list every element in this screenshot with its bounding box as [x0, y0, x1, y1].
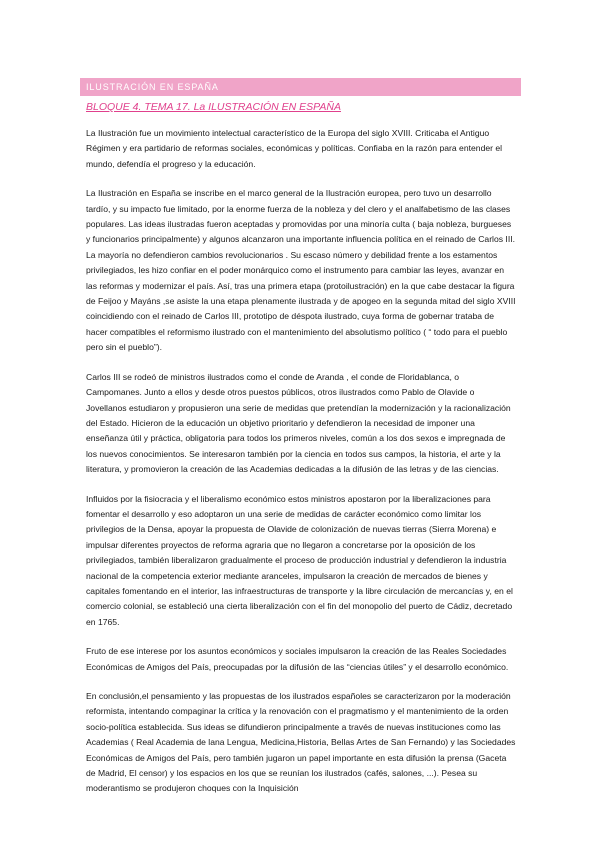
paragraph-conclusion: En conclusión,el pensamiento y las propuestas de los ilustrados españoles se caracterizaron por la moderación reformista, intentando compaginar la crítica y la renovación con el pragmatismo y el mantenimiento de la orden socio-política establecida. Sus ideas se difundieron principalmente a través de nuevas instituciones como las Academias ( Real Academia de lana Lengua, Medicina,Historia, Bellas Artes de San Fernando) y las Sociedades Económicas de Amigos del País, pero también jugaron un papel importante en esta difusión la prensa (Gaceta de Madrid, El censor) y los espacios en los que se reunían los ilustrados (cafés, salones, ...). Pesea su moderantismo se produjeron choques con la Inquisición	[86, 691, 516, 794]
paragraph-carlos-iii: Carlos III se rodeó de ministros ilustrados como el conde de Aranda , el conde de Floridablanca, o Campomanes. Junto a ellos y desde otros puestos públicos, otros ilustrados como Pablo de Olavide o Jovellanos estudiaron y propusieron una serie de medidas que pretendían la modernización y la racionalización del Estado. Hicieron de la educación un objetivo prioritario y defendieron la necesidad de imponer una enseñanza útil y práctica, obligatoria para todos los primeros niveles, común a los dos sexos e impregnada de los nuevos conocimientos. Se interesaron también por la ciencia en todos sus campos, la historia, el arte y la literatura, y promovieron la creación de las Academias dedicadas a la difusión de las letras y de las ciencias.	[86, 371, 511, 475]
document-body	[86, 126, 516, 811]
paragraph-ilustracion-espana: La Ilustración en España se inscribe en el marco general de la Ilustración europea, pero tuvo un desarrollo tardío, y su impacto fue limitado, por la enorme fuerza de la nobleza y del clero y el analfabetismo de las clases populares. Las ideas ilustradas fueron aceptadas y promovidas por una minoría culta ( baja nobleza, burgueses y funcionarios principalmente) y algunos alcanzaron una importante influencia política en el reinado de Carlos III. La mayoría no defendieron cambios revolucionarios . Su escaso número y debilidad frente a los estamentos privilegiados, les hizo confiar en el poder monárquico como el instrumento para cambiar las leyes, avanzar en las reformas y modernizar el país. Así, tras una primera etapa (protoilustración) en la que cabe destacar la figura de Feijoo y Mayáns ,se asiste la una etapa plenamente ilustrada y de apogeo en la segunda mitad del siglo XVIII coincidiendo con el reinado de Carlos III, prototipo de déspota ilustrado, cuya forma de gobernar trataba de hacer compatibles el reformismo ilustrado con el mantenimiento del absolutismo político ( “ todo para el pueblo pero sin el pueblo”).	[86, 188, 516, 353]
paragraph-sociedades-economicas: Fruto de ese interese por los asuntos económicos y sociales impulsaron la creación de las Reales Sociedades Económicas de Amigos del País, preocupadas por la difusión de las “ciencias útiles” y el desarrollo económico.	[86, 646, 509, 672]
document-subtitle-link[interactable]: BLOQUE 4. TEMA 17. La ILUSTRACIÓN EN ESPAÑA	[86, 101, 341, 113]
paragraph-economic-measures: Influidos por la fisiocracia y el liberalismo económico estos ministros apostaron por la liberalizaciones para fomentar el desarrollo y eso adoptaron un una serie de medidas de carácter económico como limitar los privilegios de la Densa, apoyar la propuesta de Olavide de colonización de nuevas tierras (Sierra Morena) e impulsar diferentes proyectos de reforma agraria que no llegaron a concretarse por la oposición de los privilegiados, también liberalizaron gradualmente el proceso de producción industrial y defendieron la industria nacional de la competencia exterior mediante aranceles, impulsaron la creación de mercados de bienes y capitales fomentando en el interior, las infraestructuras de transporte y la libre circulación de mercancías y, en el comercio colonial, se estableció una cierta liberalización con el fin del monopolio del puerto de Cádiz, decretado en 1765.	[86, 493, 513, 627]
section-banner: ILUSTRACIÓN EN ESPAÑA	[80, 78, 521, 96]
paragraph-introduction: La Ilustración fue un movimiento intelectual característico de la Europa del siglo XVIII. Criticaba el Antiguo Régimen y era partidario de reformas sociales, económicas y políticas. Confiaba en la razón para entender el mundo, defendía el progreso y la educación.	[86, 128, 503, 169]
